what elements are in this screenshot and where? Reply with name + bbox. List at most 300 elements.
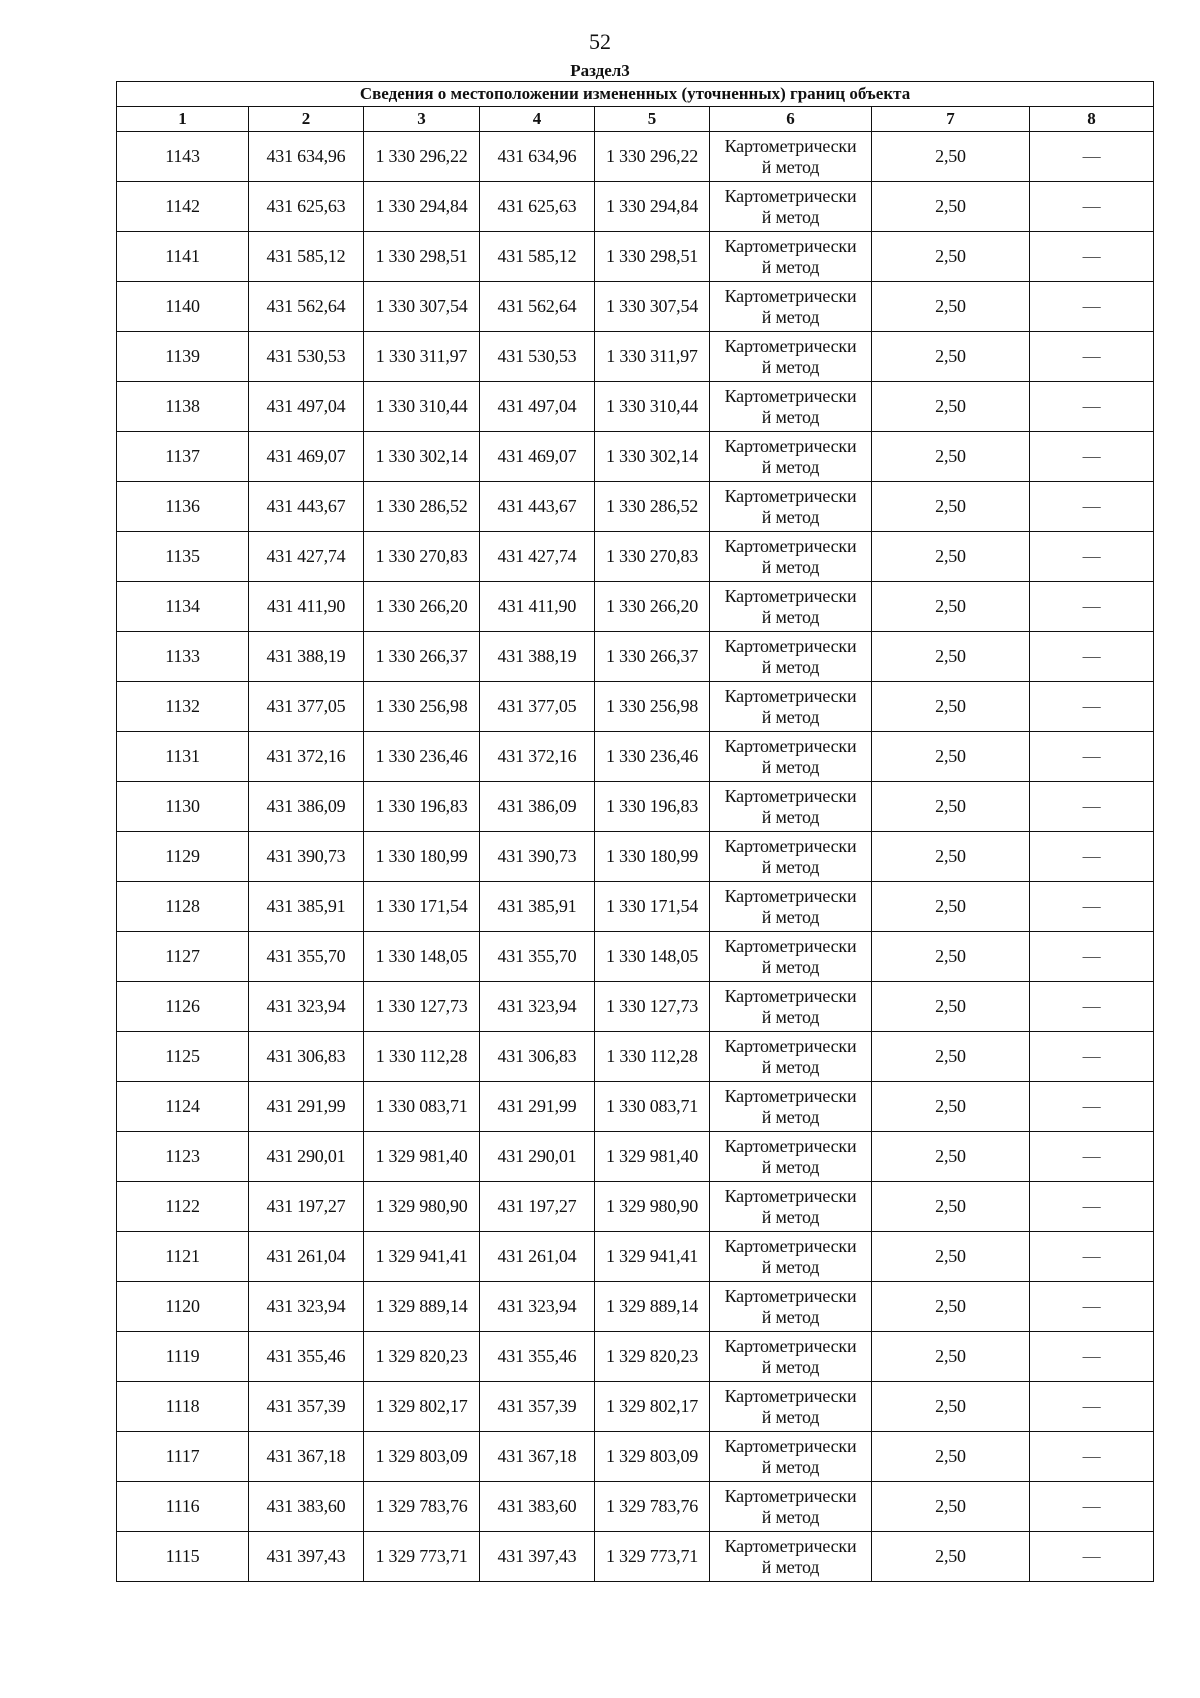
point-number-cell: 1131 [117, 732, 249, 782]
method-text-line2: й метод [761, 1056, 820, 1077]
precision-cell: 2,50 [872, 1482, 1030, 1532]
empty-cell: — [1030, 582, 1154, 632]
x-refined-cell: 431 385,91 [480, 882, 595, 932]
method-text-line1: Картометрически [724, 885, 857, 906]
precision-cell: 2,50 [872, 1282, 1030, 1332]
precision-cell: 2,50 [872, 1232, 1030, 1282]
table-row [117, 482, 1154, 532]
precision-cell: 2,50 [872, 482, 1030, 532]
x-refined-cell: 431 397,43 [480, 1532, 595, 1582]
empty-cell: — [1030, 382, 1154, 432]
method-text-line1: Картометрически [724, 635, 857, 656]
method-text-line1: Картометрически [724, 1085, 857, 1106]
x-refined-cell: 431 625,63 [480, 182, 595, 232]
method-text-line1: Картометрически [724, 1285, 857, 1306]
precision-cell: 2,50 [872, 1182, 1030, 1232]
method-text-line1: Картометрически [724, 1485, 857, 1506]
table-row [117, 1532, 1154, 1582]
table-row [117, 1032, 1154, 1082]
precision-cell: 2,50 [872, 582, 1030, 632]
method-cell [710, 832, 872, 882]
y-refined-cell: 1 330 236,46 [595, 732, 710, 782]
x-existing-cell: 431 261,04 [249, 1232, 364, 1282]
precision-cell: 2,50 [872, 432, 1030, 482]
method-text-line2: й метод [761, 456, 820, 477]
column-number: 3 [364, 107, 480, 132]
table-row [117, 382, 1154, 432]
point-number-cell: 1126 [117, 982, 249, 1032]
x-refined-cell: 431 411,90 [480, 582, 595, 632]
y-refined-cell: 1 330 171,54 [595, 882, 710, 932]
method-text-line2: й метод [761, 706, 820, 727]
method-cell [710, 232, 872, 282]
empty-cell: — [1030, 132, 1154, 182]
table-row [117, 932, 1154, 982]
x-refined-cell: 431 357,39 [480, 1382, 595, 1432]
method-text-line2: й метод [761, 1156, 820, 1177]
y-existing-cell: 1 330 266,37 [364, 632, 480, 682]
x-refined-cell: 431 383,60 [480, 1482, 595, 1532]
method-text-line1: Картометрически [724, 135, 857, 156]
table-row [117, 182, 1154, 232]
precision-cell: 2,50 [872, 532, 1030, 582]
precision-cell: 2,50 [872, 1532, 1030, 1582]
method-text-line2: й метод [761, 506, 820, 527]
method-cell [710, 882, 872, 932]
method-text-line1: Картометрически [724, 685, 857, 706]
x-refined-cell: 431 562,64 [480, 282, 595, 332]
x-refined-cell: 431 290,01 [480, 1132, 595, 1182]
y-refined-cell: 1 330 196,83 [595, 782, 710, 832]
y-existing-cell: 1 329 981,40 [364, 1132, 480, 1182]
x-existing-cell: 431 385,91 [249, 882, 364, 932]
method-text-line2: й метод [761, 1006, 820, 1027]
precision-cell: 2,50 [872, 1382, 1030, 1432]
empty-cell: — [1030, 332, 1154, 382]
y-existing-cell: 1 330 286,52 [364, 482, 480, 532]
x-existing-cell: 431 357,39 [249, 1382, 364, 1432]
method-text-line1: Картометрически [724, 385, 857, 406]
page-number: 52 [589, 29, 611, 54]
table-row [117, 1282, 1154, 1332]
y-refined-cell: 1 329 783,76 [595, 1482, 710, 1532]
method-text-line2: й метод [761, 1406, 820, 1427]
empty-cell: — [1030, 932, 1154, 982]
method-text-line1: Картометрически [724, 1135, 857, 1156]
x-existing-cell: 431 290,01 [249, 1132, 364, 1182]
x-existing-cell: 431 634,96 [249, 132, 364, 182]
empty-cell: — [1030, 982, 1154, 1032]
method-text-line2: й метод [761, 1256, 820, 1277]
method-text-line2: й метод [761, 156, 820, 177]
method-text-line2: й метод [761, 1456, 820, 1477]
point-number-cell: 1138 [117, 382, 249, 432]
method-cell [710, 332, 872, 382]
precision-cell: 2,50 [872, 382, 1030, 432]
precision-cell: 2,50 [872, 1432, 1030, 1482]
point-number-cell: 1137 [117, 432, 249, 482]
column-number: 6 [710, 107, 872, 132]
x-existing-cell: 431 390,73 [249, 832, 364, 882]
precision-cell: 2,50 [872, 1032, 1030, 1082]
method-cell [710, 1382, 872, 1432]
y-existing-cell: 1 330 270,83 [364, 532, 480, 582]
x-existing-cell: 431 323,94 [249, 982, 364, 1032]
method-text-line2: й метод [761, 556, 820, 577]
empty-cell: — [1030, 1232, 1154, 1282]
method-text-line2: й метод [761, 356, 820, 377]
table-row [117, 832, 1154, 882]
y-refined-cell: 1 330 302,14 [595, 432, 710, 482]
y-existing-cell: 1 330 083,71 [364, 1082, 480, 1132]
point-number-cell: 1123 [117, 1132, 249, 1182]
y-refined-cell: 1 329 773,71 [595, 1532, 710, 1582]
x-existing-cell: 431 625,63 [249, 182, 364, 232]
y-refined-cell: 1 330 148,05 [595, 932, 710, 982]
method-text-line2: й метод [761, 756, 820, 777]
column-number: 1 [117, 107, 249, 132]
point-number-cell: 1143 [117, 132, 249, 182]
x-refined-cell: 431 291,99 [480, 1082, 595, 1132]
y-existing-cell: 1 329 783,76 [364, 1482, 480, 1532]
x-existing-cell: 431 397,43 [249, 1532, 364, 1582]
precision-cell: 2,50 [872, 782, 1030, 832]
precision-cell: 2,50 [872, 182, 1030, 232]
table-row [117, 532, 1154, 582]
y-existing-cell: 1 330 311,97 [364, 332, 480, 382]
precision-cell: 2,50 [872, 682, 1030, 732]
x-existing-cell: 431 427,74 [249, 532, 364, 582]
method-text-line2: й метод [761, 1556, 820, 1577]
method-text-line2: й метод [761, 406, 820, 427]
y-existing-cell: 1 330 236,46 [364, 732, 480, 782]
method-text-line2: й метод [761, 206, 820, 227]
table-row [117, 282, 1154, 332]
method-cell [710, 932, 872, 982]
x-existing-cell: 431 323,94 [249, 1282, 364, 1332]
y-refined-cell: 1 330 296,22 [595, 132, 710, 182]
table-row [117, 732, 1154, 782]
point-number-cell: 1125 [117, 1032, 249, 1082]
empty-cell: — [1030, 182, 1154, 232]
x-existing-cell: 431 386,09 [249, 782, 364, 832]
point-number-cell: 1130 [117, 782, 249, 832]
method-cell [710, 282, 872, 332]
method-text-line1: Картометрически [724, 835, 857, 856]
y-existing-cell: 1 330 310,44 [364, 382, 480, 432]
column-number: 2 [249, 107, 364, 132]
precision-cell: 2,50 [872, 932, 1030, 982]
point-number-cell: 1119 [117, 1332, 249, 1382]
y-existing-cell: 1 329 889,14 [364, 1282, 480, 1332]
precision-cell: 2,50 [872, 982, 1030, 1032]
y-refined-cell: 1 330 286,52 [595, 482, 710, 532]
method-text-line2: й метод [761, 1356, 820, 1377]
method-text-line1: Картометрически [724, 1435, 857, 1456]
empty-cell: — [1030, 1332, 1154, 1382]
method-text-line2: й метод [761, 1306, 820, 1327]
table-body [117, 132, 1154, 1582]
y-existing-cell: 1 330 148,05 [364, 932, 480, 982]
column-number: 5 [595, 107, 710, 132]
x-refined-cell: 431 261,04 [480, 1232, 595, 1282]
method-text-line2: й метод [761, 856, 820, 877]
point-number-cell: 1124 [117, 1082, 249, 1132]
y-refined-cell: 1 329 981,40 [595, 1132, 710, 1182]
method-cell [710, 182, 872, 232]
empty-cell: — [1030, 1482, 1154, 1532]
point-number-cell: 1121 [117, 1232, 249, 1282]
point-number-cell: 1115 [117, 1532, 249, 1582]
empty-cell: — [1030, 432, 1154, 482]
x-refined-cell: 431 634,96 [480, 132, 595, 182]
precision-cell: 2,50 [872, 132, 1030, 182]
x-refined-cell: 431 306,83 [480, 1032, 595, 1082]
table-row [117, 882, 1154, 932]
precision-cell: 2,50 [872, 1082, 1030, 1132]
point-number-cell: 1118 [117, 1382, 249, 1432]
empty-cell: — [1030, 1532, 1154, 1582]
method-text-line2: й метод [761, 806, 820, 827]
y-existing-cell: 1 330 307,54 [364, 282, 480, 332]
table-row [117, 682, 1154, 732]
method-cell [710, 432, 872, 482]
table-caption: Сведения о местоположении измененных (уточненных) границ объекта [117, 82, 1154, 107]
method-text-line1: Картометрически [724, 1385, 857, 1406]
x-existing-cell: 431 497,04 [249, 382, 364, 432]
y-refined-cell: 1 330 307,54 [595, 282, 710, 332]
x-existing-cell: 431 367,18 [249, 1432, 364, 1482]
x-existing-cell: 431 469,07 [249, 432, 364, 482]
method-cell [710, 532, 872, 582]
method-cell [710, 632, 872, 682]
method-cell [710, 132, 872, 182]
point-number-cell: 1129 [117, 832, 249, 882]
y-existing-cell: 1 329 803,09 [364, 1432, 480, 1482]
empty-cell: — [1030, 232, 1154, 282]
x-existing-cell: 431 388,19 [249, 632, 364, 682]
point-number-cell: 1135 [117, 532, 249, 582]
y-refined-cell: 1 329 941,41 [595, 1232, 710, 1282]
y-refined-cell: 1 330 127,73 [595, 982, 710, 1032]
table-row [117, 1432, 1154, 1482]
x-refined-cell: 431 355,46 [480, 1332, 595, 1382]
method-text-line1: Картометрически [724, 485, 857, 506]
method-text-line2: й метод [761, 1506, 820, 1527]
table-row [117, 1132, 1154, 1182]
method-cell [710, 732, 872, 782]
y-existing-cell: 1 329 980,90 [364, 1182, 480, 1232]
y-existing-cell: 1 329 820,23 [364, 1332, 480, 1382]
method-text-line1: Картометрически [724, 1535, 857, 1556]
empty-cell: — [1030, 1132, 1154, 1182]
table-row [117, 782, 1154, 832]
method-text-line2: й метод [761, 906, 820, 927]
table-row [117, 1182, 1154, 1232]
method-text-line1: Картометрически [724, 785, 857, 806]
method-text-line2: й метод [761, 1206, 820, 1227]
point-number-cell: 1142 [117, 182, 249, 232]
y-existing-cell: 1 330 180,99 [364, 832, 480, 882]
x-existing-cell: 431 562,64 [249, 282, 364, 332]
table-row [117, 632, 1154, 682]
y-existing-cell: 1 330 302,14 [364, 432, 480, 482]
method-text-line2: й метод [761, 1106, 820, 1127]
method-cell [710, 1282, 872, 1332]
method-text-line1: Картометрически [724, 1335, 857, 1356]
y-refined-cell: 1 329 980,90 [595, 1182, 710, 1232]
y-existing-cell: 1 330 171,54 [364, 882, 480, 932]
empty-cell: — [1030, 732, 1154, 782]
y-refined-cell: 1 330 083,71 [595, 1082, 710, 1132]
empty-cell: — [1030, 532, 1154, 582]
method-cell [710, 1082, 872, 1132]
method-cell [710, 1532, 872, 1582]
method-cell [710, 1182, 872, 1232]
y-refined-cell: 1 330 310,44 [595, 382, 710, 432]
method-cell [710, 1132, 872, 1182]
y-existing-cell: 1 330 196,83 [364, 782, 480, 832]
y-refined-cell: 1 329 820,23 [595, 1332, 710, 1382]
method-text-line2: й метод [761, 306, 820, 327]
empty-cell: — [1030, 1282, 1154, 1332]
method-text-line1: Картометрически [724, 435, 857, 456]
x-refined-cell: 431 372,16 [480, 732, 595, 782]
method-text-line1: Картометрически [724, 1035, 857, 1056]
precision-cell: 2,50 [872, 282, 1030, 332]
method-cell [710, 1032, 872, 1082]
method-text-line1: Картометрически [724, 235, 857, 256]
empty-cell: — [1030, 482, 1154, 532]
point-number-cell: 1122 [117, 1182, 249, 1232]
empty-cell: — [1030, 1082, 1154, 1132]
method-text-line2: й метод [761, 656, 820, 677]
y-refined-cell: 1 330 298,51 [595, 232, 710, 282]
method-cell [710, 1232, 872, 1282]
empty-cell: — [1030, 1182, 1154, 1232]
method-cell [710, 1432, 872, 1482]
y-existing-cell: 1 329 773,71 [364, 1532, 480, 1582]
x-refined-cell: 431 585,12 [480, 232, 595, 282]
table-row [117, 132, 1154, 182]
point-number-cell: 1136 [117, 482, 249, 532]
method-text-line1: Картометрически [724, 935, 857, 956]
x-refined-cell: 431 323,94 [480, 1282, 595, 1332]
y-refined-cell: 1 329 803,09 [595, 1432, 710, 1482]
empty-cell: — [1030, 282, 1154, 332]
section-title: Раздел3 [570, 61, 630, 80]
x-refined-cell: 431 469,07 [480, 432, 595, 482]
empty-cell: — [1030, 782, 1154, 832]
x-existing-cell: 431 197,27 [249, 1182, 364, 1232]
x-refined-cell: 431 390,73 [480, 832, 595, 882]
y-refined-cell: 1 330 256,98 [595, 682, 710, 732]
point-number-cell: 1116 [117, 1482, 249, 1532]
method-text-line1: Картометрически [724, 285, 857, 306]
table-row [117, 1232, 1154, 1282]
boundary-coordinates-table [116, 81, 1154, 1582]
point-number-cell: 1139 [117, 332, 249, 382]
x-existing-cell: 431 306,83 [249, 1032, 364, 1082]
x-refined-cell: 431 323,94 [480, 982, 595, 1032]
point-number-cell: 1127 [117, 932, 249, 982]
y-existing-cell: 1 330 294,84 [364, 182, 480, 232]
method-cell [710, 582, 872, 632]
y-existing-cell: 1 329 802,17 [364, 1382, 480, 1432]
x-existing-cell: 431 585,12 [249, 232, 364, 282]
column-number: 8 [1030, 107, 1154, 132]
x-existing-cell: 431 355,46 [249, 1332, 364, 1382]
point-number-cell: 1132 [117, 682, 249, 732]
method-cell [710, 1482, 872, 1532]
empty-cell: — [1030, 682, 1154, 732]
y-refined-cell: 1 330 270,83 [595, 532, 710, 582]
x-refined-cell: 431 427,74 [480, 532, 595, 582]
y-existing-cell: 1 330 127,73 [364, 982, 480, 1032]
method-text-line2: й метод [761, 956, 820, 977]
method-cell [710, 982, 872, 1032]
x-refined-cell: 431 355,70 [480, 932, 595, 982]
column-number: 7 [872, 107, 1030, 132]
x-existing-cell: 431 383,60 [249, 1482, 364, 1532]
precision-cell: 2,50 [872, 832, 1030, 882]
y-refined-cell: 1 329 889,14 [595, 1282, 710, 1332]
y-refined-cell: 1 330 294,84 [595, 182, 710, 232]
point-number-cell: 1141 [117, 232, 249, 282]
point-number-cell: 1133 [117, 632, 249, 682]
empty-cell: — [1030, 1432, 1154, 1482]
table-row [117, 1482, 1154, 1532]
x-refined-cell: 431 443,67 [480, 482, 595, 532]
table-row [117, 1082, 1154, 1132]
point-number-cell: 1117 [117, 1432, 249, 1482]
method-text-line1: Картометрически [724, 185, 857, 206]
method-cell [710, 382, 872, 432]
x-refined-cell: 431 497,04 [480, 382, 595, 432]
table-row [117, 1332, 1154, 1382]
method-text-line1: Картометрически [724, 335, 857, 356]
table-row [117, 232, 1154, 282]
table-row [117, 982, 1154, 1032]
method-text-line1: Картометрически [724, 585, 857, 606]
y-refined-cell: 1 330 311,97 [595, 332, 710, 382]
empty-cell: — [1030, 832, 1154, 882]
method-cell [710, 482, 872, 532]
y-refined-cell: 1 330 112,28 [595, 1032, 710, 1082]
y-existing-cell: 1 330 112,28 [364, 1032, 480, 1082]
y-refined-cell: 1 330 266,37 [595, 632, 710, 682]
x-existing-cell: 431 372,16 [249, 732, 364, 782]
x-refined-cell: 431 367,18 [480, 1432, 595, 1482]
empty-cell: — [1030, 1382, 1154, 1432]
x-refined-cell: 431 530,53 [480, 332, 595, 382]
x-existing-cell: 431 291,99 [249, 1082, 364, 1132]
method-text-line1: Картометрически [724, 535, 857, 556]
empty-cell: — [1030, 882, 1154, 932]
method-cell [710, 1332, 872, 1382]
empty-cell: — [1030, 632, 1154, 682]
empty-cell: — [1030, 1032, 1154, 1082]
y-refined-cell: 1 330 180,99 [595, 832, 710, 882]
x-existing-cell: 431 377,05 [249, 682, 364, 732]
y-refined-cell: 1 330 266,20 [595, 582, 710, 632]
method-text-line1: Картометрически [724, 1185, 857, 1206]
x-refined-cell: 431 388,19 [480, 632, 595, 682]
x-existing-cell: 431 355,70 [249, 932, 364, 982]
method-cell [710, 782, 872, 832]
y-refined-cell: 1 329 802,17 [595, 1382, 710, 1432]
y-existing-cell: 1 330 256,98 [364, 682, 480, 732]
